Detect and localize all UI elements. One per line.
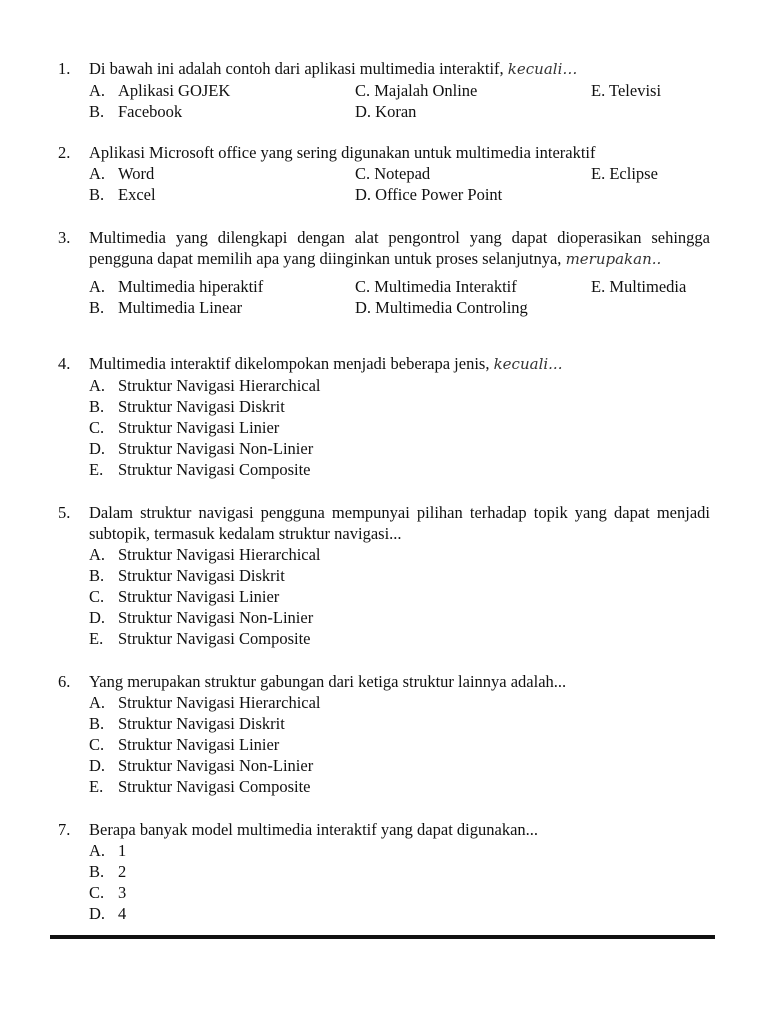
option-d[interactable]: D. 4	[89, 904, 127, 923]
option-e[interactable]: E. Multimedia	[591, 277, 687, 296]
option-d[interactable]: D. Struktur Navigasi Non-Linier	[89, 439, 314, 458]
question-2	[58, 142, 710, 205]
option-a[interactable]: A. Word	[89, 164, 155, 183]
question-number: 4.	[58, 354, 71, 373]
option-c[interactable]: C. 3	[89, 883, 127, 902]
question-number: 2.	[58, 143, 71, 162]
option-c[interactable]: C. Struktur Navigasi Linier	[89, 418, 280, 437]
question-text: Aplikasi Microsoft office yang sering digunakan untuk multimedia interaktif	[89, 143, 596, 162]
option-e[interactable]: E. Struktur Navigasi Composite	[89, 460, 311, 479]
option-a[interactable]: A. 1	[89, 841, 127, 860]
option-d[interactable]: D. Office Power Point	[355, 185, 503, 204]
option-e[interactable]: E. Struktur Navigasi Composite	[89, 777, 311, 796]
question-number: 3.	[58, 228, 71, 247]
option-d[interactable]: D. Multimedia Controling	[355, 298, 528, 317]
option-e[interactable]: E. Televisi	[591, 81, 662, 100]
option-d[interactable]: D. Struktur Navigasi Non-Linier	[89, 608, 314, 627]
option-b[interactable]: B. Struktur Navigasi Diskrit	[89, 714, 285, 733]
option-b[interactable]: B. Struktur Navigasi Diskrit	[89, 566, 285, 585]
question-text: Multimedia interaktif dikelompokan menjadi beberapa jenis, kecuali...	[89, 354, 563, 373]
option-d[interactable]: D. Koran	[355, 102, 417, 121]
option-b[interactable]: B. Struktur Navigasi Diskrit	[89, 397, 285, 416]
question-number: 7.	[58, 820, 71, 839]
option-e[interactable]: E. Eclipse	[591, 164, 658, 183]
option-a[interactable]: A. Multimedia hiperaktif	[89, 277, 264, 296]
question-number: 1.	[58, 59, 71, 78]
question-text: Multimedia yang dilengkapi dengan alat pengontrol yang dapat dioperasikan sehingga pengguna dapat memilih apa yang diinginkan untuk proses selanjutnya, merupakan..	[89, 228, 710, 268]
option-e[interactable]: E. Struktur Navigasi Composite	[89, 629, 311, 648]
option-b[interactable]: B. Facebook	[89, 102, 183, 121]
bottom-rule	[50, 935, 715, 939]
option-c[interactable]: C. Majalah Online	[355, 81, 478, 100]
option-a[interactable]: A. Struktur Navigasi Hierarchical	[89, 376, 321, 395]
option-b[interactable]: B. Multimedia Linear	[89, 298, 243, 317]
option-c[interactable]: C. Struktur Navigasi Linier	[89, 587, 280, 606]
question-5	[58, 502, 710, 649]
option-a[interactable]: A. Struktur Navigasi Hierarchical	[89, 693, 321, 712]
question-6	[58, 671, 710, 797]
question-text: Di bawah ini adalah contoh dari aplikasi multimedia interaktif, kecuali…	[89, 59, 578, 78]
option-b[interactable]: B. 2	[89, 862, 127, 881]
question-text: Dalam struktur navigasi pengguna mempunyai pilihan terhadap topik yang dapat menjadi subtopik, termasuk kedalam struktur navigasi...	[89, 503, 710, 543]
question-text: Yang merupakan struktur gabungan dari ketiga struktur lainnya adalah...	[89, 672, 567, 691]
question-3	[58, 227, 710, 318]
option-a[interactable]: A. Struktur Navigasi Hierarchical	[89, 545, 321, 564]
option-a[interactable]: A. Aplikasi GOJEK	[89, 81, 231, 100]
option-c[interactable]: C. Struktur Navigasi Linier	[89, 735, 280, 754]
question-text: Berapa banyak model multimedia interaktif yang dapat digunakan...	[89, 820, 539, 839]
question-number: 6.	[58, 672, 71, 691]
question-1	[58, 58, 710, 122]
option-c[interactable]: C. Multimedia Interaktif	[355, 277, 517, 296]
option-c[interactable]: C. Notepad	[355, 164, 431, 183]
question-number: 5.	[58, 503, 71, 522]
option-b[interactable]: B. Excel	[89, 185, 156, 204]
question-7	[58, 819, 710, 924]
question-4	[58, 353, 710, 480]
option-d[interactable]: D. Struktur Navigasi Non-Linier	[89, 756, 314, 775]
